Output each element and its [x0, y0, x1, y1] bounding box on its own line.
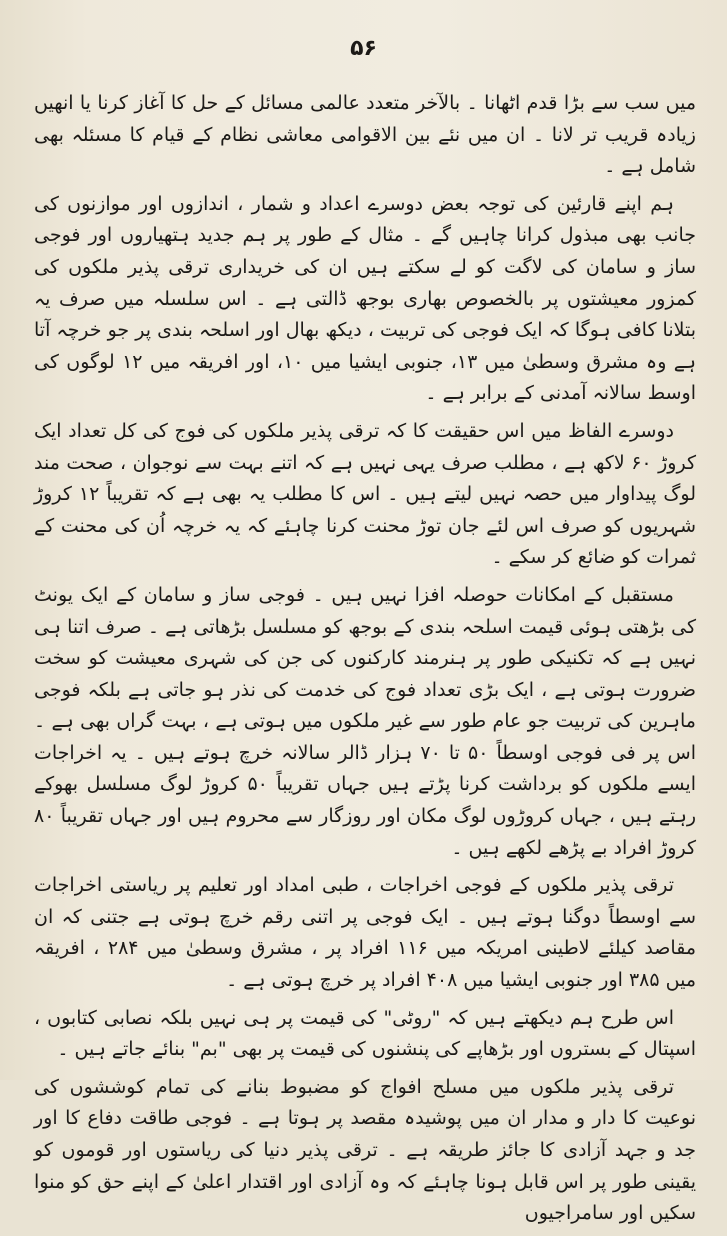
paragraph: میں سب سے بڑا قدم اٹھانا ۔ بالآخر متعدد عالمی مسائل کے حل کا آغاز کرنا یا انھیں زیادہ قریب تر لانا ۔ ان میں نئے بین الاقوامی معاشی نظام کے قیام کا مسئلہ بھی شامل ہے ۔: [34, 92, 696, 178]
page-number: ۵۶: [350, 36, 377, 61]
paragraph: ترقی پذیر ملکوں میں مسلح افواج کو مضبوط بنانے کی تمام کوششوں کی نوعیت کا دار و مدار ان میں پوشیدہ مقصد پر ہوتا ہے ۔ فوجی طاقت دفاع کا اور جد و جہد آزادی کا جائز طریقہ ہے ۔ ترقی پذیر دنیا کی ریاستوں اور قوموں کو یقینی طور پر اس قابل ہونا چاہئے کہ وہ آزادی اور اقتدار اعلیٰ کے اپنے حق کو منوا سکیں اور سامراجیوں: [34, 1075, 696, 1225]
paragraph: ترقی پذیر ملکوں کے فوجی اخراجات ، طبی امداد اور تعلیم پر ریاستی اخراجات سے اوسطاً دوگنا ہوتے ہیں ۔ ایک فوجی پر اتنی رقم خرچ ہوتی ہے جتنی کہ ان مقاصد کیلئے لاطینی امریکہ میں ۱۱۶ افراد پر ، مشرق وسطیٰ میں ۲۸۴ ، افریقہ میں ۳۸۵ اور جنوبی ایشیا میں ۴۰۸ افراد پر خرچ ہوتی ہے ۔: [34, 874, 697, 992]
paragraph: مستقبل کے امکانات حوصلہ افزا نہیں ہیں ۔ فوجی ساز و سامان کے ایک یونٹ کی بڑھتی ہوئی قیمت اسلحہ بندی کے بوجھ کو مسلسل بڑھاتی ہے ۔ صرف اتنا ہی نہیں ہے کہ تکنیکی طور پر ہنرمند کارکنوں کی جن کی شہری معیشت کو سخت ضرورت ہوتی ہے ، ایک بڑی تعداد فوج کی خدمت کی نذر ہو جاتی ہے بلکہ فوجی ماہرین کی تربیت جو عام طور سے غیر ملکوں میں ہوتی ہے ، بہت گراں بھی ہے ۔ اس پر فی فوجی اوسطاً ۵۰ تا ۷۰ ہزار ڈالر سالانہ خرچ ہوتے ہیں ۔ یہ اخراجات ایسے ملکوں کو برداشت کرنا پڑتے ہیں جہاں تقریباً ۵۰ کروڑ لوگ مسلسل بھوکے رہتے ہیں ، جہاں کروڑوں لوگ مکان اور روزگار سے محروم ہیں اور جہاں تقریباً ۸۰ کروڑ افراد بے پڑھے لکھے ہیں ۔: [34, 583, 697, 859]
page-body: [34, 88, 696, 1236]
paragraph: اس طرح ہم دیکھتے ہیں کہ "روٹی" کی قیمت پر ہی نہیں بلکہ نصابی کتابوں ، اسپتال کے بستروں اور بڑھاپے کی پنشنوں کی قیمت پر بھی "بم" بنائے جاتے ہیں ۔: [34, 1006, 696, 1061]
paragraph: ہم اپنے قارئین کی توجہ بعض دوسرے اعداد و شمار ، اندازوں اور موازنوں کی جانب بھی مبذول کرانا چاہیں گے ۔ مثال کے طور پر ہم جدید ہتھیاروں اور فوجی ساز و سامان کی لاگت کو لے سکتے ہیں ان کی خریداری ترقی پذیر ملکوں کی کمزور معیشتوں پر بالخصوص بھاری بوجھ ڈالتی ہے ۔ اس سلسلہ میں صرف یہ بتلانا کافی ہوگا کہ ایک فوجی کی تربیت ، دیکھ بھال اور اسلحہ بندی پر جو خرچہ آتا ہے وہ مشرق وسطیٰ میں ۱۳، جنوبی ایشیا میں ۱۰، اور افریقہ میں ۱۲ لوگوں کی اوسط سالانہ آمدنی کے برابر ہے ۔: [34, 192, 697, 405]
paragraph: دوسرے الفاظ میں اس حقیقت کا کہ ترقی پذیر ملکوں کی فوج کی کل تعداد ایک کروڑ ۶۰ لاکھ ہے ، مطلب صرف یہی نہیں ہے کہ اتنے بہت سے نوجوان ، صحت مند لوگ پیداوار میں حصہ نہیں لیتے ہیں ۔ اس کا مطلب یہ بھی ہے کہ تقریباً ۱۲ کروڑ شہریوں کو صرف اس لئے جان توڑ محنت کرنا چاہئے کہ یہ خرچہ اُن کی محنت کے ثمرات کو ضائع کر سکے ۔: [34, 419, 696, 569]
